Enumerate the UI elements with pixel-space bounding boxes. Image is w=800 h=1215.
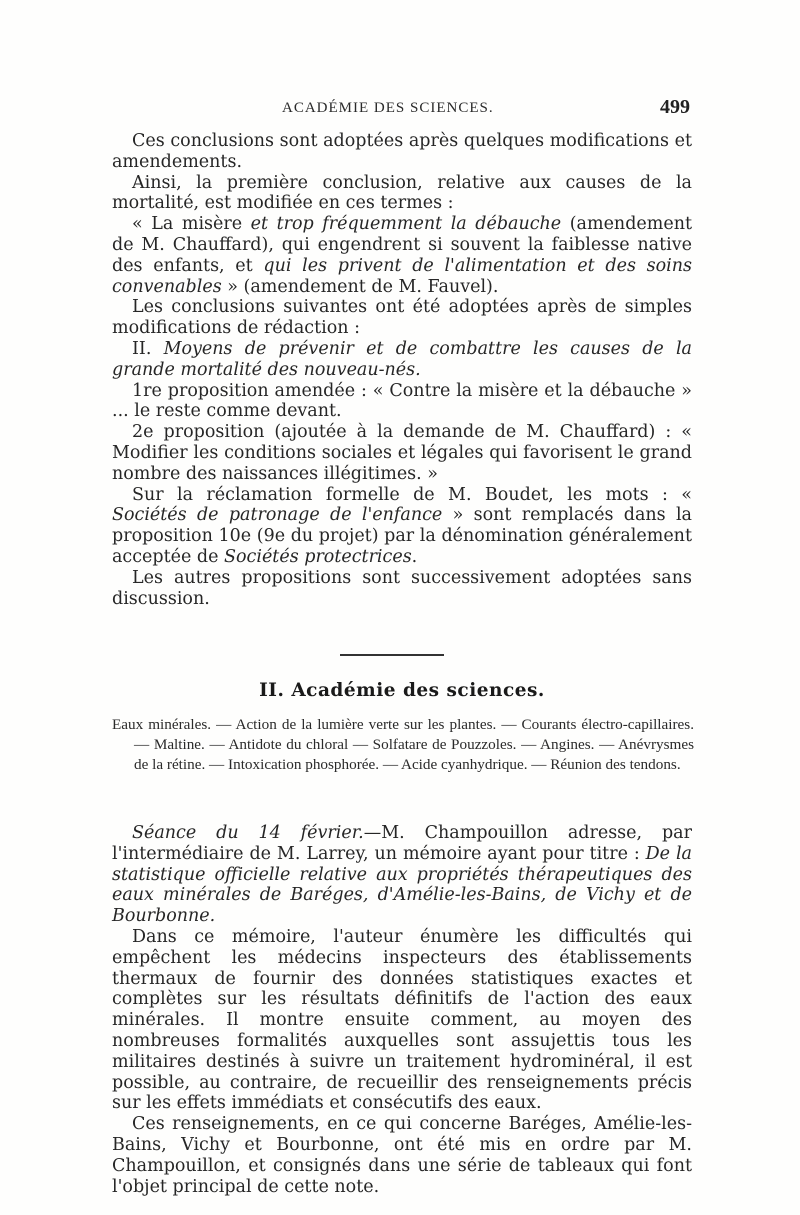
paragraph: Séance du 14 février.—M. Champouillon adresse, par l'intermédiaire de M. Larrey, un mémoire ayant pour titre : De la statistique officielle relative aux propriétés thérapeutiques des eaux minérales de Baréges, d'Amélie-les-Bains, de Vichy et de Bourbonne. bbox=[112, 823, 692, 927]
summary-text: Eaux minérales. — Action de la lumière verte sur les plantes. — Courants électro-capillaires. — Maltine. — Antidote du chloral — Solfatare de Pouzzoles. — Angines. — Anévrysmes de la rétine. — Intoxication phosphorée. — Acide cyanhydrique. — Réunion des tendons. bbox=[112, 716, 694, 773]
paragraph: 1re proposition amendée : « Contre la misère et la débauche » ... le reste comme devant. bbox=[112, 380, 692, 422]
paragraph: II. Moyens de prévenir et de combattre les causes de la grande mortalité des nouveau-nés. bbox=[112, 338, 692, 380]
paragraph: « La misère et trop fréquemment la débauche (amendement de M. Chauffard), qui engendrent si souvent la faiblesse native des enfants, et qui les privent de l'alimentation et des soins convenables » (amendement de M. Fauvel). bbox=[112, 214, 693, 297]
section-heading: II. Académie des sciences. bbox=[259, 680, 545, 701]
paragraph: Dans ce mémoire, l'auteur énumère les difficultés qui empêchent les médecins inspecteurs des établissements thermaux de fournir des données statistiques exactes et complètes sur les résultats définitifs de l'action des eaux minérales. Il montre ensuite comment, au moyen des nombreuses formalités auxquelles sont assujettis tous les militaires destinés à suivre un traitement hydrominéral, il est possible, au contraire, de recueillir des renseignements précis sur les effets immédiats et consécutifs des eaux. bbox=[112, 926, 692, 1114]
paragraph: 2e proposition (ajoutée à la demande de M. Chauffard) : « Modifier les conditions sociales et légales qui favorisent le grand nombre des naissances illégitimes. » bbox=[112, 422, 692, 484]
paragraph: Ainsi, la première conclusion, relative aux causes de la mortalité, est modifiée en ces termes : bbox=[112, 172, 692, 214]
paragraph: Les conclusions suivantes ont été adoptées après de simples modifications de rédaction : bbox=[112, 297, 692, 339]
paragraph: Les autres propositions sont successivement adoptées sans discussion. bbox=[112, 567, 692, 609]
section-summary bbox=[112, 715, 694, 775]
paragraph: Ces renseignements, en ce qui concerne Baréges, Amélie-les-Bains, Vichy et Bourbonne, ont été mis en ordre par M. Champouillon, et consignés dans une série de tableaux qui font l'objet principal de cette note. bbox=[112, 1114, 692, 1197]
body-text-bottom bbox=[112, 823, 692, 1197]
running-title: ACADÉMIE DES SCIENCES. bbox=[282, 100, 494, 116]
paragraph: Sur la réclamation formelle de M. Boudet, les mots : « Sociétés de patronage de l'enfance » sont remplacés dans la proposition 10e (9e du projet) par la dénomination généralement acceptée de Sociétés protectrices. bbox=[112, 484, 692, 567]
paragraph: Ces conclusions sont adoptées après quelques modifications et amendements. bbox=[112, 131, 692, 172]
page-header bbox=[112, 96, 690, 124]
page-number: 499 bbox=[660, 96, 690, 118]
body-text-top bbox=[112, 131, 692, 609]
section-divider bbox=[340, 654, 444, 656]
